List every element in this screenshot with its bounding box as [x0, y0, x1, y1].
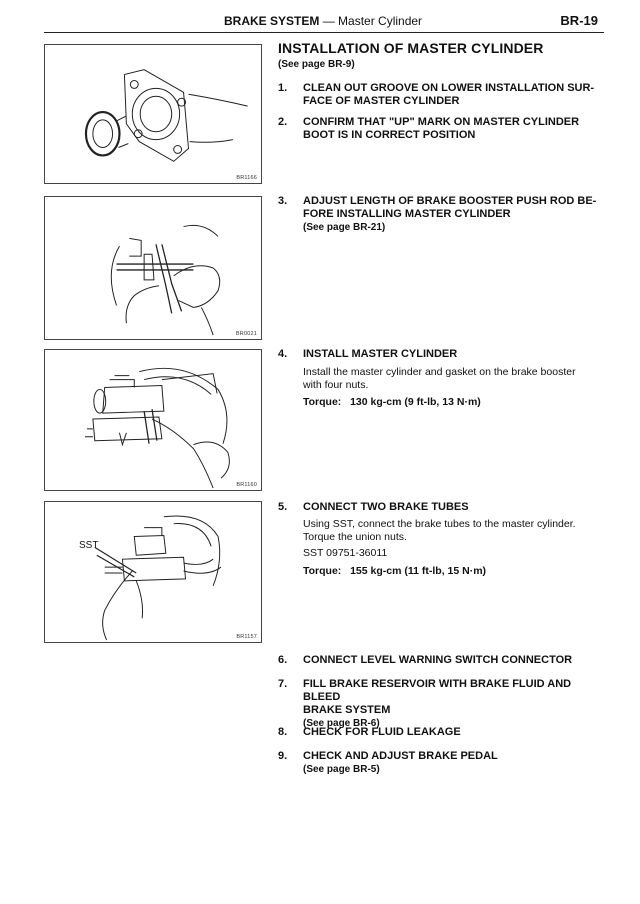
page-number: BR-19: [560, 13, 598, 28]
figure-push-rod: [44, 196, 262, 340]
page-header: [44, 12, 604, 32]
step-body-line: Install the master cylinder and gasket on the brake booster: [303, 366, 576, 378]
torque-label: Torque:: [303, 396, 342, 408]
header-title: [224, 14, 422, 28]
step-title-line: FORE INSTALLING MASTER CYLINDER: [303, 208, 511, 220]
figure-brake-tubes: [44, 501, 262, 643]
step-title-line: FACE OF MASTER CYLINDER: [303, 95, 460, 107]
figure-code: BR1166: [236, 175, 257, 181]
figure-boot: [44, 44, 262, 184]
figure-install-cylinder: [44, 349, 262, 491]
step-body-line: with four nuts.: [303, 379, 369, 391]
step-number: 5.: [278, 501, 288, 513]
step-title-line: CLEAN OUT GROOVE ON LOWER INSTALLATION SUR-: [303, 82, 595, 94]
step-title: CHECK FOR FLUID LEAKAGE: [303, 726, 461, 738]
step-body-line: Torque the union nuts.: [303, 531, 407, 543]
torque-label: Torque:: [303, 565, 342, 577]
step-title: [303, 82, 603, 108]
sst-number: SST 09751-36011: [303, 547, 388, 559]
torque-value: 155 kg-cm (11 ft-lb, 15 N·m): [350, 565, 487, 577]
step-title: CONNECT LEVEL WARNING SWITCH CONNECTOR: [303, 654, 573, 666]
step-number: 7.: [278, 678, 288, 690]
torque-value: 130 kg-cm (9 ft-lb, 13 N·m): [350, 396, 481, 408]
step-body-line: Using SST, connect the brake tubes to the master cylinder.: [303, 518, 576, 530]
push-rod-illustration: [45, 197, 261, 339]
figure-code: BR0021: [235, 331, 257, 337]
boot-illustration: [45, 45, 261, 183]
header-separator: —: [322, 14, 335, 28]
header-rule: [44, 32, 604, 33]
sst-label: SST: [79, 540, 99, 551]
brake-tubes-illustration: [45, 502, 261, 642]
step-number: 6.: [278, 654, 288, 666]
torque-spec: [303, 396, 603, 409]
heading-reference: (See page BR-9): [278, 59, 355, 70]
step-body: [303, 366, 603, 392]
install-cylinder-illustration: [45, 350, 261, 490]
step-number: 8.: [278, 726, 288, 738]
section-heading: INSTALLATION OF MASTER CYLINDER: [278, 40, 544, 56]
figure-code: BR1157: [236, 634, 257, 640]
step-title: [303, 750, 603, 776]
step-title-line: BOOT IS IN CORRECT POSITION: [303, 129, 476, 141]
step-title: [303, 195, 603, 234]
step-title-line: CHECK AND ADJUST BRAKE PEDAL: [303, 750, 498, 762]
step-body: [303, 518, 603, 544]
header-subsection: Master Cylinder: [338, 14, 423, 28]
step-title-line: CONFIRM THAT "UP" MARK ON MASTER CYLINDER: [303, 116, 580, 128]
step-title: CONNECT TWO BRAKE TUBES: [303, 501, 469, 513]
figure-code: BR1160: [236, 482, 257, 488]
step-number: 9.: [278, 750, 288, 762]
step-reference: (See page BR-6): [303, 718, 380, 729]
step-title-line: ADJUST LENGTH OF BRAKE BOOSTER PUSH ROD BE-: [303, 195, 597, 207]
header-section: BRAKE SYSTEM: [224, 14, 320, 28]
torque-spec: [303, 565, 603, 578]
step-reference: (See page BR-5): [303, 764, 380, 775]
step-reference: (See page BR-21): [303, 222, 386, 233]
step-title: INSTALL MASTER CYLINDER: [303, 348, 458, 360]
step-number: 4.: [278, 348, 288, 360]
step-title-line: BRAKE SYSTEM: [303, 704, 391, 716]
step-number: 1.: [278, 82, 288, 94]
step-number: 3.: [278, 195, 288, 207]
step-title: [303, 678, 603, 730]
step-number: 2.: [278, 116, 288, 128]
step-title-line: FILL BRAKE RESERVOIR WITH BRAKE FLUID AND BLEED: [303, 678, 572, 703]
step-title: [303, 116, 603, 142]
